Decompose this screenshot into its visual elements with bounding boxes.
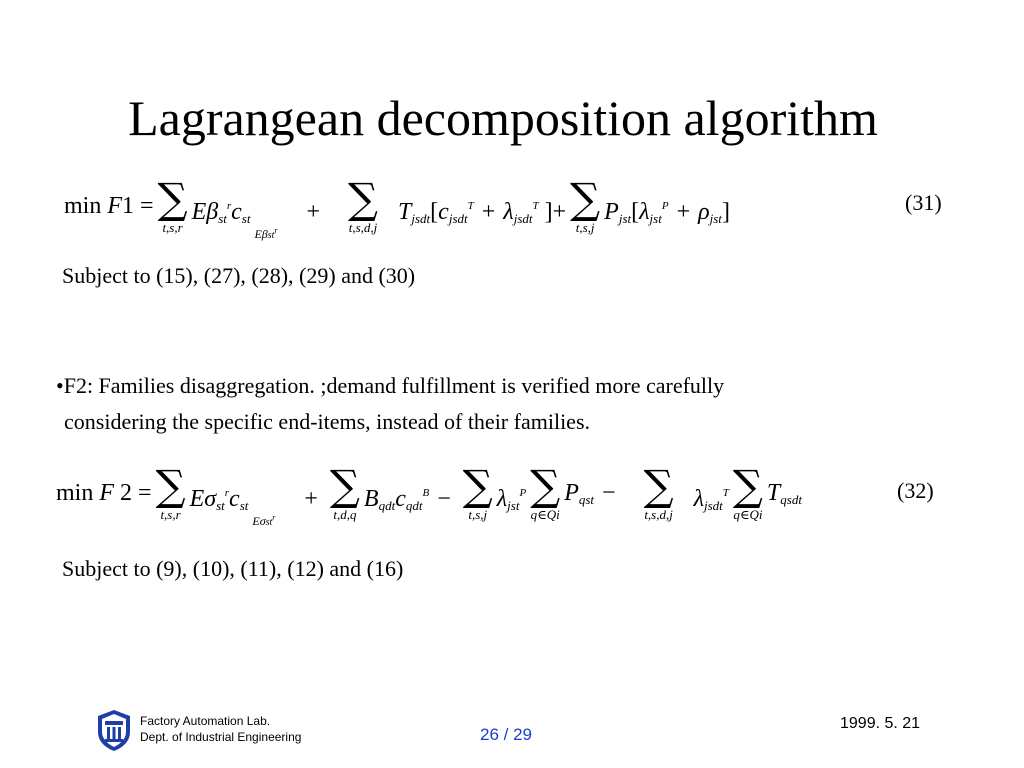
- eq32-term-6: $T_{qsdt}$: [766, 480, 802, 507]
- eq32-term-3: $\lambda_{jst}^P$: [496, 486, 527, 513]
- eq31-sum-3: [570, 174, 601, 236]
- sum-index: q∈Qi: [733, 507, 763, 522]
- equation-31: [64, 174, 730, 241]
- eq31-lhs: min F1 =: [64, 193, 154, 219]
- eq32-sum-1: [155, 461, 186, 523]
- page-number: 26 / 29: [480, 725, 532, 744]
- sum-icon: ∑: [348, 174, 378, 223]
- sum-icon: ∑: [643, 461, 674, 510]
- eq31-sum-1: [157, 174, 188, 236]
- sum-icon: ∑: [329, 461, 360, 510]
- eq32-term-5: $\lambda_{jsdt}^T$: [693, 486, 729, 513]
- eq32-sum-3: [462, 461, 493, 523]
- eq32-sum-5: [628, 461, 690, 523]
- sum-index: t,s,d,j: [644, 507, 673, 522]
- sum-index: t,s,r: [162, 220, 183, 235]
- equation-32: [56, 461, 802, 528]
- eq32-sum-6: [732, 461, 763, 523]
- sum-index: t,s,r: [160, 507, 181, 522]
- eq31-term-3: $P_{jst}[\lambda_{jst}^P + \rho_{jst}]$: [604, 199, 730, 226]
- sum-index: q∈Qi: [530, 507, 560, 522]
- sum-index: t,s,j: [575, 220, 595, 235]
- eq32-term-2: $B_{qdt}c_{qdt}^B$ −: [363, 486, 451, 513]
- eq32-lhs: min F 2 =: [56, 480, 152, 506]
- sum-icon: ∑: [155, 461, 186, 510]
- eq32-term-1: $E\sigma_{st}^rc_{st}$ Eσst$^r$ +: [189, 486, 318, 528]
- bullet-f2-line-1: •F2: Families disaggregation. ;demand fulfillment is verified more carefully: [56, 373, 725, 398]
- eq32-term-4: $P_{qst}$ −: [564, 480, 616, 507]
- sum-icon: ∑: [570, 174, 601, 223]
- equation-number-31: (31): [905, 190, 942, 215]
- constraints-text-1: Subject to (15), (27), (28), (29) and (30): [62, 263, 416, 288]
- sum-icon: ∑: [157, 174, 188, 223]
- sum-index: t,s,d,j: [348, 220, 378, 235]
- slide-title: Lagrangean decomposition algorithm: [128, 90, 878, 146]
- eq32-sum-2: [329, 461, 360, 523]
- constraints-text-2: Subject to (9), (10), (11), (12) and (16): [62, 556, 404, 581]
- eq32-sum-4: [530, 461, 561, 523]
- sum-icon: ∑: [462, 461, 493, 510]
- footer-department: Dept. of Industrial Engineering: [140, 730, 302, 744]
- eq31-term-1: $E\beta_{st}^rc_{st}$ Eβst$^r$ +: [191, 199, 321, 241]
- footer-lab-name: Factory Automation Lab.: [140, 714, 271, 728]
- eq31-sum-2: [332, 174, 394, 236]
- sum-index: t,s,j: [468, 507, 488, 522]
- sum-icon: ∑: [530, 461, 561, 510]
- eq31-term-2: $T_{jsdt}[c_{jsdt}^T + \lambda_{jsdt}^T$ ]+: [398, 199, 567, 226]
- equation-number-32: (32): [897, 478, 934, 503]
- footer-date: 1999. 5. 21: [840, 715, 921, 732]
- sum-index: t,d,q: [333, 507, 357, 522]
- bullet-f2-line-2: considering the specific end-items, instead of their families.: [64, 409, 591, 434]
- sum-icon: ∑: [732, 461, 763, 510]
